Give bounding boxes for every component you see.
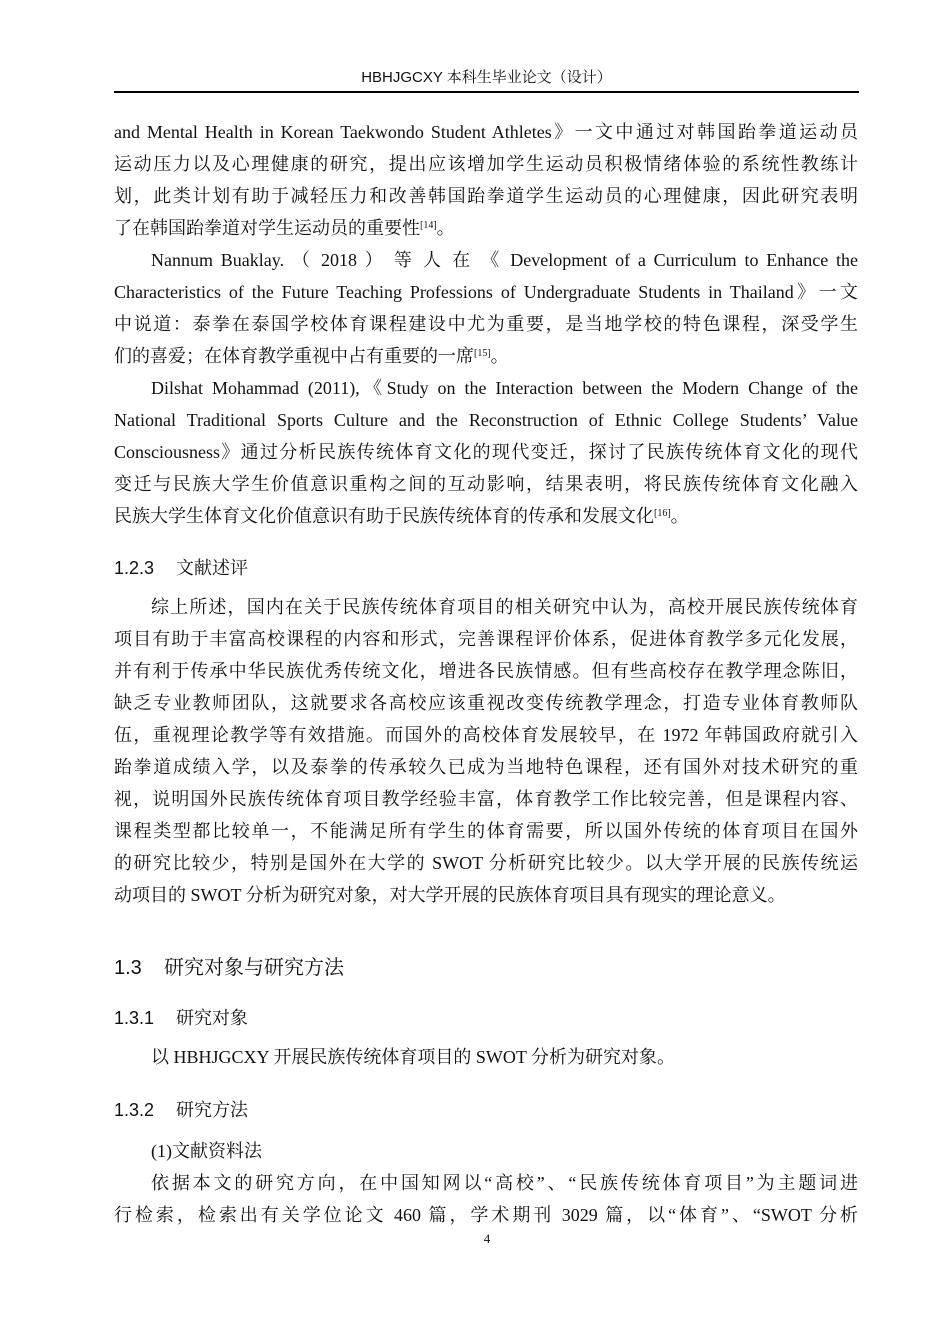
- line-punctuation: 。: [670, 506, 689, 526]
- text-line: [114, 404, 858, 436]
- line-punctuation: 。: [490, 346, 509, 366]
- text-line: [114, 1167, 858, 1199]
- heading-title: 研究对象与研究方法: [164, 957, 344, 979]
- text-line: [114, 783, 858, 815]
- line-text: 的研究比较少，特别是国外在大学的 SWOT 分析研究比较少。以大学开展的民族传统运: [114, 853, 858, 873]
- line-text: (1)文献资料法: [151, 1141, 262, 1161]
- paragraph-3: [114, 372, 858, 532]
- paragraph-6: [114, 1135, 858, 1167]
- line-text: 了在韩国跆拳道对学生运动员的重要性: [114, 218, 420, 238]
- heading-title: 研究方法: [176, 1100, 248, 1120]
- line-text: Nannum Buaklay. （ 2018 ） 等 人 在 《 Development of a Curriculum to Enhance the: [151, 250, 858, 270]
- text-line: [114, 180, 858, 212]
- line-text: 们的喜爱；在体育教学重视中占有重要的一席: [114, 346, 474, 366]
- text-line: [114, 879, 858, 911]
- line-text: 运动压力以及心理健康的研究，提出应该增加学生运动员积极情绪体验的系统性教练计: [114, 154, 858, 174]
- text-line: [114, 244, 858, 276]
- line-text: 综上所述，国内在关于民族传统体育项目的相关研究中认为，高校开展民族传统体育: [151, 597, 858, 617]
- text-line: [114, 815, 858, 847]
- paragraph-1: [114, 116, 858, 244]
- citation-ref: [14]: [420, 220, 437, 231]
- heading-number: 1.3.1: [114, 1008, 155, 1028]
- line-text: 以 HBHJGCXY 开展民族传统体育项目的 SWOT 分析为研究对象。: [151, 1047, 676, 1067]
- heading-1-3-1: [114, 1004, 248, 1030]
- heading-number: 1.2.3: [114, 558, 155, 578]
- text-line: [114, 308, 858, 340]
- text-line: [114, 276, 858, 308]
- line-text: 民族大学生体育文化价值意识有助于民族传统体育的传承和发展文化: [114, 506, 654, 526]
- text-line: [114, 1041, 858, 1073]
- page-header: HBHJGCXY 本科生毕业论文（设计）: [361, 69, 612, 86]
- text-line: [114, 372, 858, 404]
- line-punctuation: 。: [436, 218, 455, 238]
- heading-number: 1.3: [114, 957, 142, 979]
- line-text: Consciousness》通过分析民族传统体育文化的现代变迁，探讨了民族传统体育文化的现代: [114, 442, 858, 462]
- line-text: 缺乏专业教师团队，这就要求各高校应该重视改变传统教学理念，打造专业体育教师队: [114, 693, 858, 713]
- text-line: [114, 468, 858, 500]
- text-line: [114, 751, 858, 783]
- text-line: [114, 212, 858, 244]
- citation-ref: [15]: [474, 348, 491, 359]
- line-text: 项目有助于丰富高校课程的内容和形式，完善课程评价体系，促进体育教学多元化发展，: [114, 629, 858, 649]
- text-line: [114, 436, 858, 468]
- text-line: [114, 687, 858, 719]
- line-text: National Traditional Sports Culture and the Reconstruction of Ethnic College Students’ Value: [114, 410, 858, 430]
- heading-title: 文献述评: [176, 558, 248, 578]
- citation-ref: [16]: [654, 508, 671, 519]
- text-line: [114, 1199, 858, 1231]
- heading-1-3-2: [114, 1096, 248, 1122]
- line-text: 动项目的 SWOT 分析为研究对象，对大学开展的民族体育项目具有现实的理论意义。: [114, 885, 786, 905]
- line-text: 伍，重视理论教学等有效措施。而国外的高校体育发展较早，在 1972 年韩国政府就引入: [114, 725, 858, 745]
- paragraph-5: [114, 1041, 858, 1073]
- paragraph-4: [114, 591, 858, 911]
- text-line: [114, 623, 858, 655]
- line-text: 课程类型都比较单一，不能满足所有学生的体育需要，所以国外传统的体育项目在国外: [114, 821, 858, 841]
- line-text: 变迁与民族大学生价值意识重构之间的互动影响，结果表明，将民族传统体育文化融入: [114, 474, 858, 494]
- heading-1-2-3: [114, 554, 248, 580]
- heading-1-3: [114, 951, 344, 980]
- paragraph-7: [114, 1167, 858, 1231]
- line-text: 行检索，检索出有关学位论文 460 篇，学术期刊 3029 篇，以“体育”、“SWOT 分析: [114, 1205, 858, 1225]
- text-line: [114, 1135, 858, 1167]
- line-text: 依据本文的研究方向，在中国知网以“高校”、“民族传统体育项目”为主题词进: [151, 1173, 858, 1193]
- line-text: 中说道：泰拳在泰国学校体育课程建设中尤为重要，是当地学校的特色课程，深受学生: [114, 314, 858, 334]
- text-line: [114, 847, 858, 879]
- heading-number: 1.3.2: [114, 1100, 155, 1120]
- page-number: 4: [483, 1231, 491, 1246]
- line-text: 视，说明国外民族传统体育项目教学经验丰富，体育教学工作比较完善，但是课程内容、: [114, 789, 858, 809]
- line-text: and Mental Health in Korean Taekwondo Student Athletes》一文中通过对韩国跆拳道运动员: [114, 122, 858, 142]
- text-line: [114, 719, 858, 751]
- text-line: [114, 148, 858, 180]
- paragraph-2: [114, 244, 858, 372]
- heading-title: 研究对象: [176, 1008, 248, 1028]
- text-line: [114, 655, 858, 687]
- line-text: Characteristics of the Future Teaching Professions of Undergraduate Students in Thailand》一文: [114, 282, 858, 302]
- line-text: 划，此类计划有助于减轻压力和改善韩国跆拳道学生运动员的心理健康，因此研究表明: [114, 186, 858, 206]
- text-line: [114, 500, 858, 532]
- text-line: [114, 116, 858, 148]
- line-text: 跆拳道成绩入学，以及泰拳的传承较久已成为当地特色课程，还有国外对技术研究的重: [114, 757, 858, 777]
- text-line: [114, 340, 858, 372]
- header-rule: [114, 91, 859, 93]
- line-text: Dilshat Mohammad (2011),《Study on the Interaction between the Modern Change of the: [151, 378, 858, 398]
- text-line: [114, 591, 858, 623]
- line-text: 并有利于传承中华民族优秀传统文化，增进各民族情感。但有些高校存在教学理念陈旧，: [114, 661, 858, 681]
